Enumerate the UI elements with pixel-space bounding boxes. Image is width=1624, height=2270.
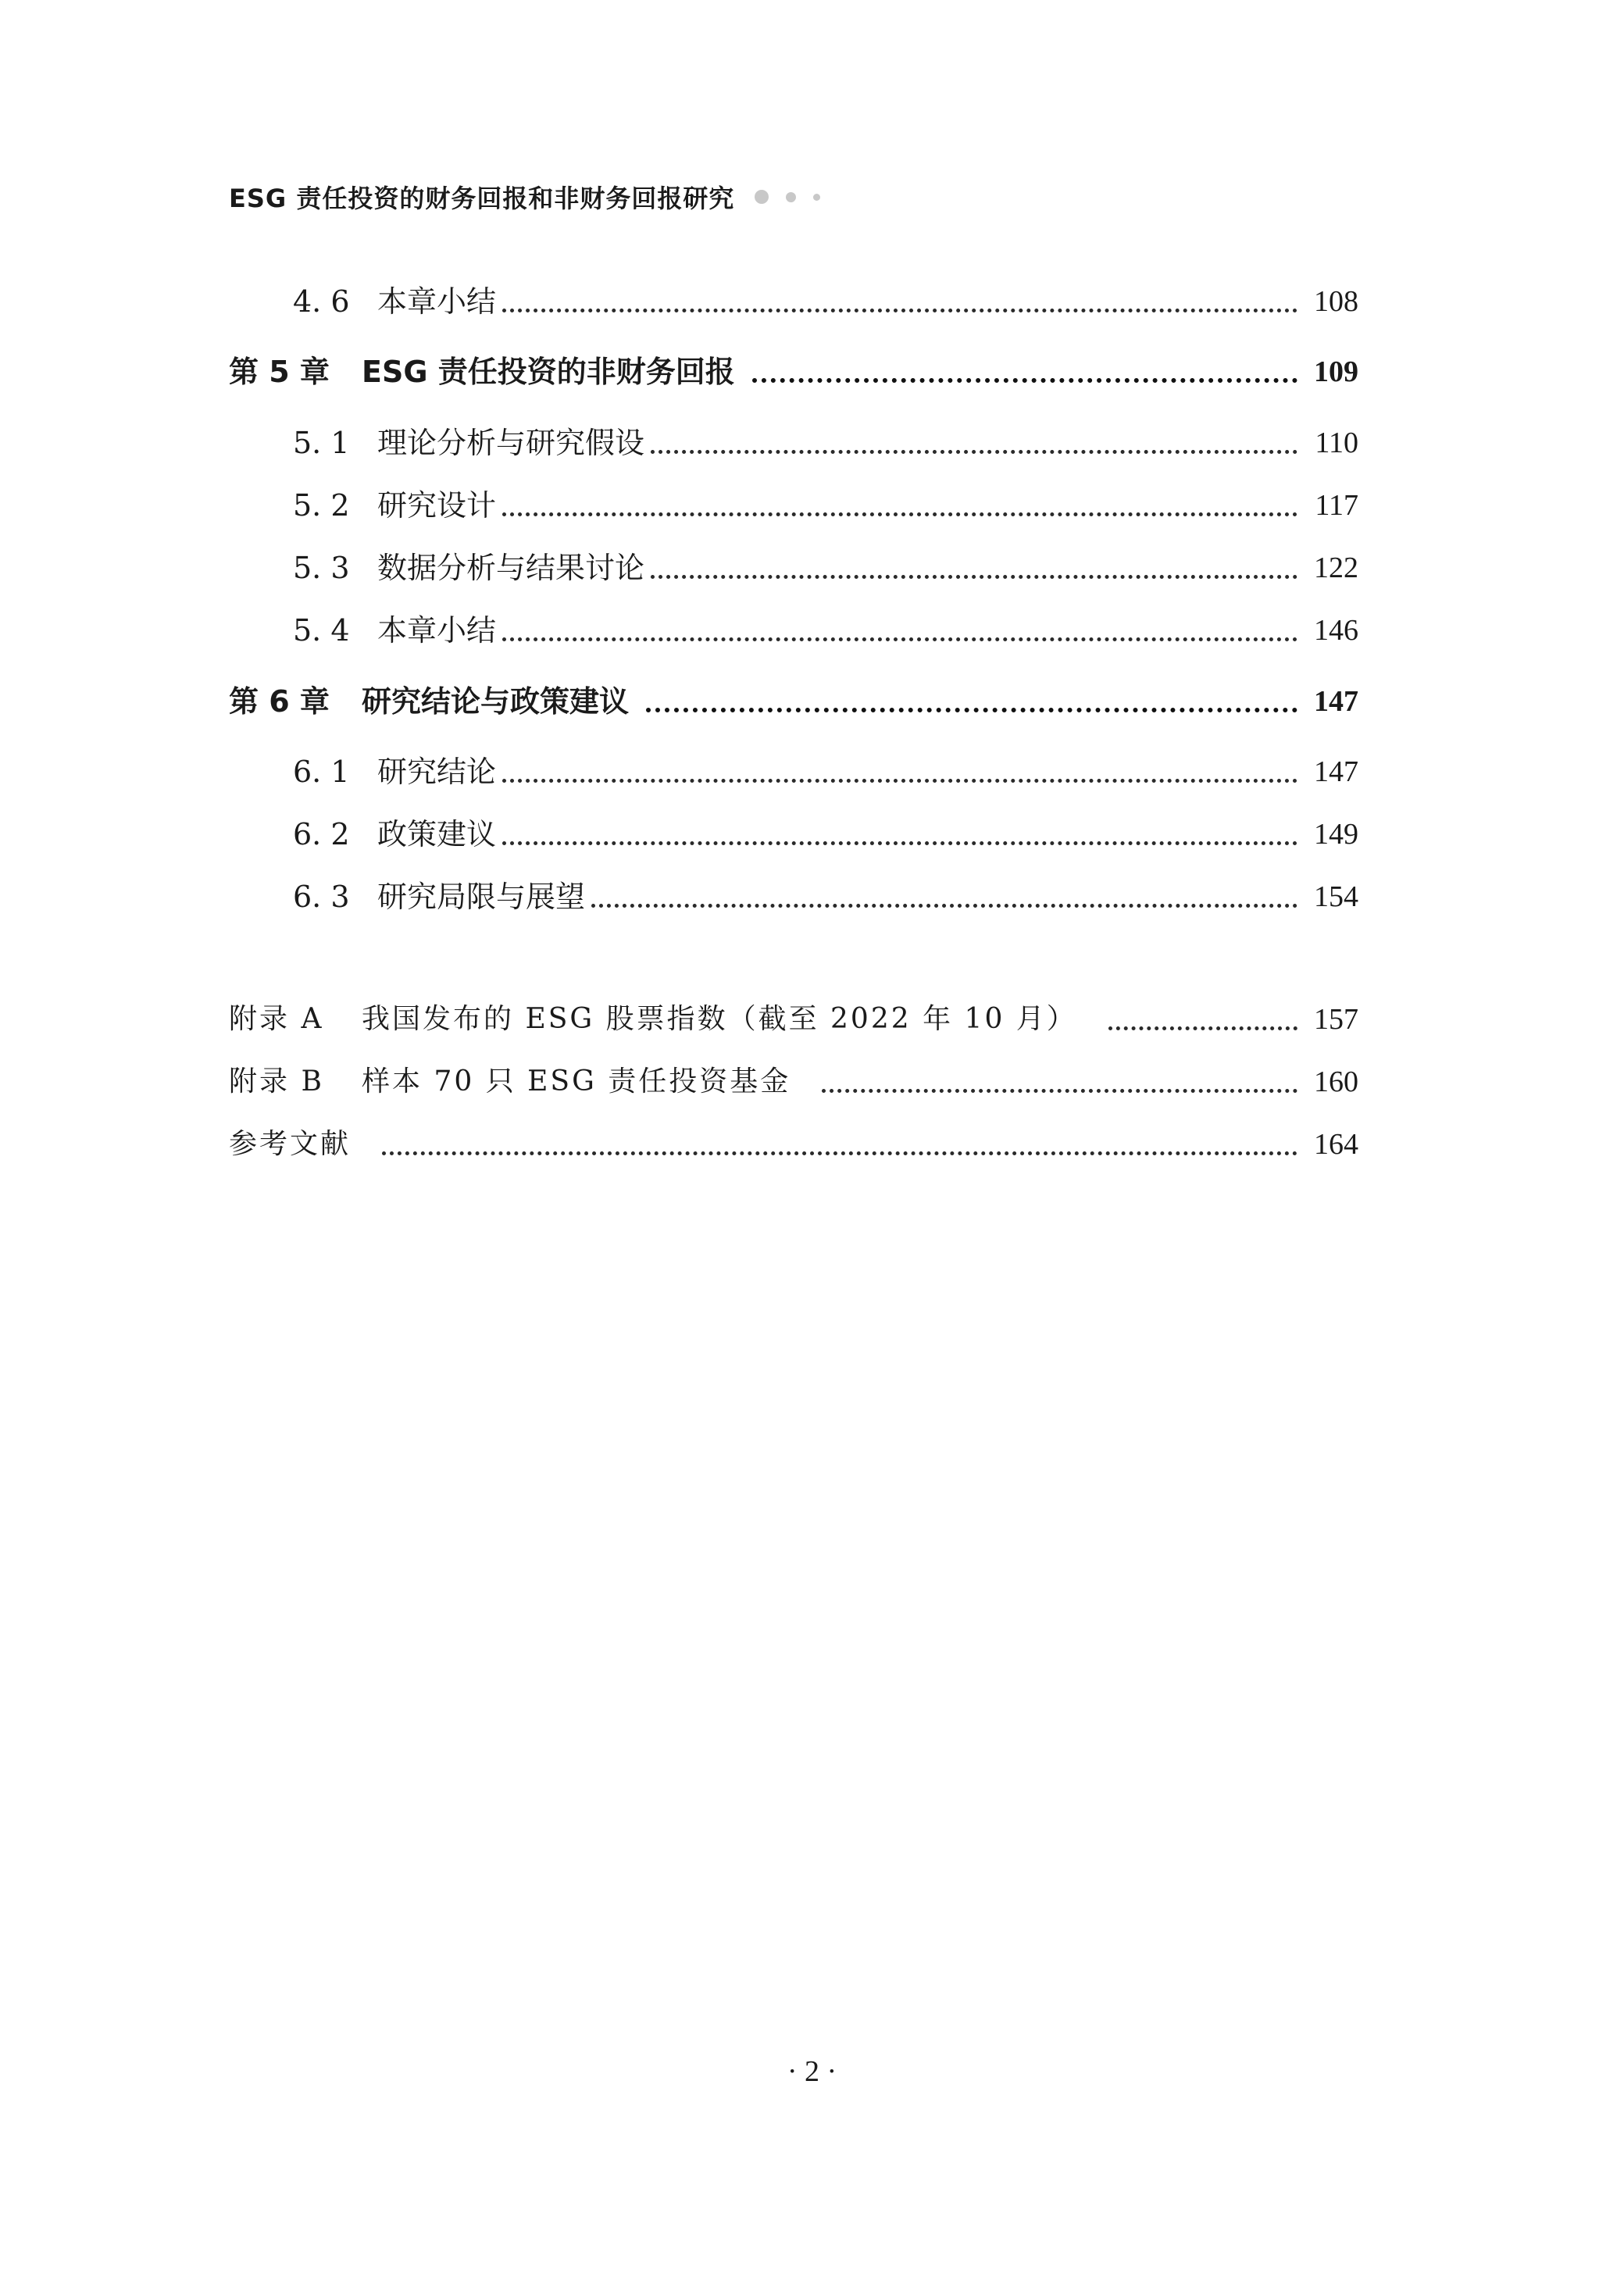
toc-page-number: 154 (1314, 880, 1358, 913)
dot-leader (502, 309, 1297, 312)
dot-leader (1108, 1026, 1297, 1030)
toc-title: 参考文献 (229, 1128, 352, 1160)
toc-title: 本章小结 (377, 613, 497, 648)
dot-leader (591, 904, 1297, 908)
toc-title: 研究结论 (377, 755, 497, 789)
toc-entry-4-6[interactable] (229, 278, 1358, 325)
toc-title: 样本 70 只 ESG 责任投资基金 (362, 1065, 791, 1098)
toc-number: 6. 2 (293, 817, 350, 851)
toc-page-number: 149 (1314, 818, 1358, 851)
toc-entry-5-3[interactable] (229, 544, 1358, 591)
toc-title: 研究设计 (377, 488, 497, 523)
toc-entry-5-1[interactable] (229, 419, 1358, 466)
toc-entry-5-2[interactable] (229, 482, 1358, 529)
toc-page-number: 164 (1314, 1128, 1358, 1161)
toc-title: 研究局限与展望 (377, 880, 586, 914)
dot-leader (502, 512, 1297, 516)
toc-page-number: 147 (1314, 755, 1358, 788)
toc-number: 5. 2 (293, 488, 350, 523)
dot-leader (651, 575, 1297, 579)
toc-entry-chapter-6[interactable] (229, 678, 1358, 725)
toc-page-number: 122 (1314, 551, 1358, 584)
toc-title: 本章小结 (377, 284, 497, 319)
header-dots-ornament (755, 190, 820, 204)
toc-page-number: 157 (1314, 1003, 1358, 1036)
toc-number: 6. 3 (293, 880, 350, 914)
toc-number: 5. 4 (293, 613, 350, 648)
dot-leader (502, 841, 1297, 845)
dot-leader (646, 708, 1297, 712)
dot-icon (813, 194, 820, 201)
toc-number: 附录 A (229, 1003, 324, 1035)
toc-number: 5. 1 (293, 426, 350, 460)
toc-title: 政策建议 (377, 817, 497, 851)
toc-entry-6-2[interactable] (229, 811, 1358, 858)
toc-entry-5-4[interactable] (229, 607, 1358, 654)
toc-entry-6-1[interactable] (229, 748, 1358, 795)
toc-number: 第 6 章 (229, 684, 330, 719)
dot-leader (752, 378, 1297, 383)
toc-page-number: 110 (1315, 427, 1358, 459)
page-number: · 2 · (787, 2055, 837, 2088)
dot-icon (786, 192, 796, 202)
toc-number: 附录 B (229, 1065, 324, 1098)
toc-entry-chapter-5[interactable] (229, 348, 1358, 395)
toc-title: 数据分析与结果讨论 (377, 551, 645, 585)
running-header-title: ESG 责任投资的财务回报和非财务回报研究 (229, 184, 735, 213)
dot-leader (502, 637, 1297, 641)
dot-icon (755, 190, 769, 204)
toc-number: 6. 1 (293, 755, 350, 789)
dot-leader (382, 1151, 1297, 1155)
toc-entry-6-3[interactable] (229, 873, 1358, 920)
toc-title: 我国发布的 ESG 股票指数（截至 2022 年 10 月） (362, 1003, 1077, 1035)
toc-page-number: 117 (1315, 489, 1358, 522)
toc-page-number: 160 (1314, 1065, 1358, 1098)
running-header (229, 175, 820, 219)
toc-number: 4. 6 (293, 284, 350, 319)
toc-title: 研究结论与政策建议 (362, 684, 630, 719)
toc-entry-appendix-b[interactable] (229, 1058, 1358, 1105)
toc-number: 第 5 章 (229, 355, 330, 389)
toc-entry-appendix-a[interactable] (229, 996, 1358, 1043)
toc-page-number: 147 (1314, 685, 1358, 718)
dot-leader (502, 779, 1297, 783)
toc-number: 5. 3 (293, 551, 350, 585)
toc-entry-references[interactable] (229, 1121, 1358, 1168)
toc-title: ESG 责任投资的非财务回报 (362, 355, 735, 389)
toc-page-number: 108 (1314, 285, 1358, 318)
dot-leader (822, 1089, 1297, 1093)
toc-title: 理论分析与研究假设 (377, 426, 645, 460)
dot-leader (651, 450, 1297, 454)
toc-page-number: 146 (1314, 614, 1358, 647)
toc-page-number: 109 (1314, 355, 1358, 388)
